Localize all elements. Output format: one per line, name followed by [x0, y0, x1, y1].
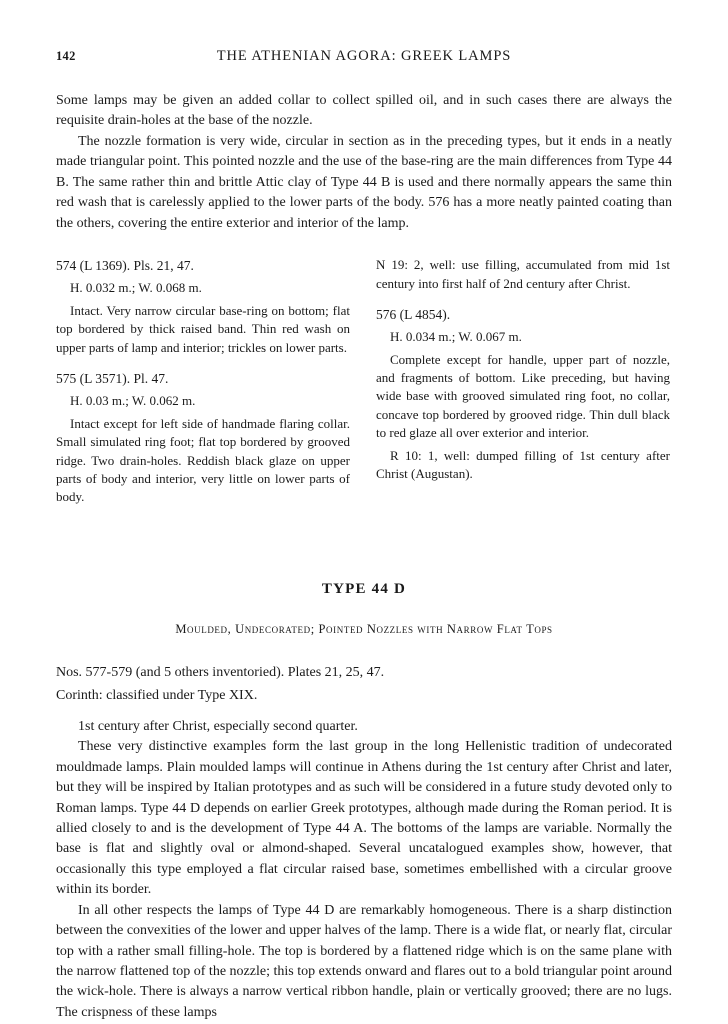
intro-text-block	[56, 91, 672, 234]
type-title: TYPE 44 D	[321, 580, 407, 597]
catalogue-entry	[376, 305, 670, 484]
catalogue-entry	[56, 256, 350, 357]
type-numbers-line: Nos. 577-579 (and 5 others inventoried). Plates 21, 25, 47.	[56, 664, 385, 680]
catalogue-left-column	[56, 256, 350, 519]
type-corinth-line: Corinth: classified under Type XIX.	[56, 688, 258, 704]
type-date-line: 1st century after Christ, especially second quarter.	[78, 718, 358, 734]
entry-description: Complete except for handle, upper part of nozzle, and fragments of bottom. Like preceding, but having wide base with grooved simulated ring foot, no collar, concave top bordered by grooved ridge. Thin dull black to red glaze all over exterior and interior.	[376, 351, 670, 441]
intro-paragraph-2: The nozzle formation is very wide, circular in section as in the preceding types, but it ends in a neatly made triangular point. This pointed nozzle and the use of the base-ring are the main differences from Type 44 B. The same rather thin and brittle Attic clay of Type 44 B is used and there normally appears the same thin red wash that is carelessly applied to the lower parts of the body. 576 has a more neatly painted coating than the others, covering the entire exterior and interior of the lamp.	[56, 133, 672, 231]
type-body-text	[56, 717, 672, 1024]
catalogue-entry-continuation	[376, 256, 670, 293]
catalogue-columns	[56, 256, 672, 519]
type-paragraph-1: These very distinctive examples form the last group in the long Hellenistic tradition of undecorated mouldmade lamps. Plain moulded lamps will continue in Athens during the 1st century after Christ and later, but they will be inspired by Italian prototypes and as such will be considered in a future study devoted only to Roman lamps. Type 44 D depends on earlier Greek prototypes, although made during the Roman period. It is allied closely to and is the development of Type 44 A. The bottoms of the lamps are variable. Normally the base is flat and slightly oval or almond-shaped. Several uncatalogued examples show, however, that occasionally this type employed a flat circular raised base, sometimes embellished with a circular groove within its border.	[56, 739, 672, 898]
entry-description: Intact. Very narrow circular base-ring on bottom; flat top bordered by thick raised band. Thin red wash on upper parts of lamp and interior; trickles on lower parts.	[56, 302, 350, 355]
entry-context: R 10: 1, well: dumped filling of 1st century after Christ (Augustan).	[376, 447, 670, 482]
type-section	[56, 581, 672, 1023]
type-summary-lines	[56, 663, 672, 707]
type-paragraph-2: In all other respects the lamps of Type 44 D are remarkably homogeneous. There is a sharp distinction between the convexities of the lower and upper halves of the lamp. There is a wide flat, or nearly flat, circular top with a rather small filling-hole. The top is bordered by a flattened ridge which is on the same plane with the narrow flattened top of the nozzle; this top extends onward and flares out to a bold triangular point around the wick-hole. There is always a narrow vertical ribbon handle, plain or vertically grooved; there are no lugs. The crispness of these lamps	[56, 902, 672, 1020]
entry-dimensions: H. 0.03 m.; W. 0.062 m.	[70, 393, 196, 409]
intro-paragraph-1: Some lamps may be given an added collar to collect spilled oil, and in such cases there are always the requisite drain-holes at the base of the nozzle.	[56, 93, 672, 129]
entry-dimensions: H. 0.032 m.; W. 0.068 m.	[70, 280, 202, 296]
entry-heading: 574 (L 1369). Pls. 21, 47.	[56, 258, 194, 274]
catalogue-entry	[56, 369, 350, 507]
page-number: 142	[56, 49, 76, 63]
entry-context: N 19: 2, well: use filling, accumulated from mid 1st century into first half of 2nd century after Christ.	[376, 257, 670, 291]
page-header	[56, 48, 672, 65]
catalogue-right-column	[376, 256, 670, 519]
type-subtitle: Moulded, Undecorated; Pointed Nozzles with Narrow Flat Tops	[175, 621, 553, 636]
running-head: THE ATHENIAN AGORA: GREEK LAMPS	[216, 48, 512, 64]
entry-heading: 575 (L 3571). Pl. 47.	[56, 371, 169, 387]
entry-dimensions: H. 0.034 m.; W. 0.067 m.	[390, 329, 522, 345]
entry-description: Intact except for left side of handmade flaring collar. Small simulated ring foot; flat top bordered by grooved ridge. Two drain-holes. Reddish black glaze on upper parts of body and interior, very little on lower parts of body.	[56, 415, 350, 505]
entry-heading: 576 (L 4854).	[376, 306, 451, 322]
